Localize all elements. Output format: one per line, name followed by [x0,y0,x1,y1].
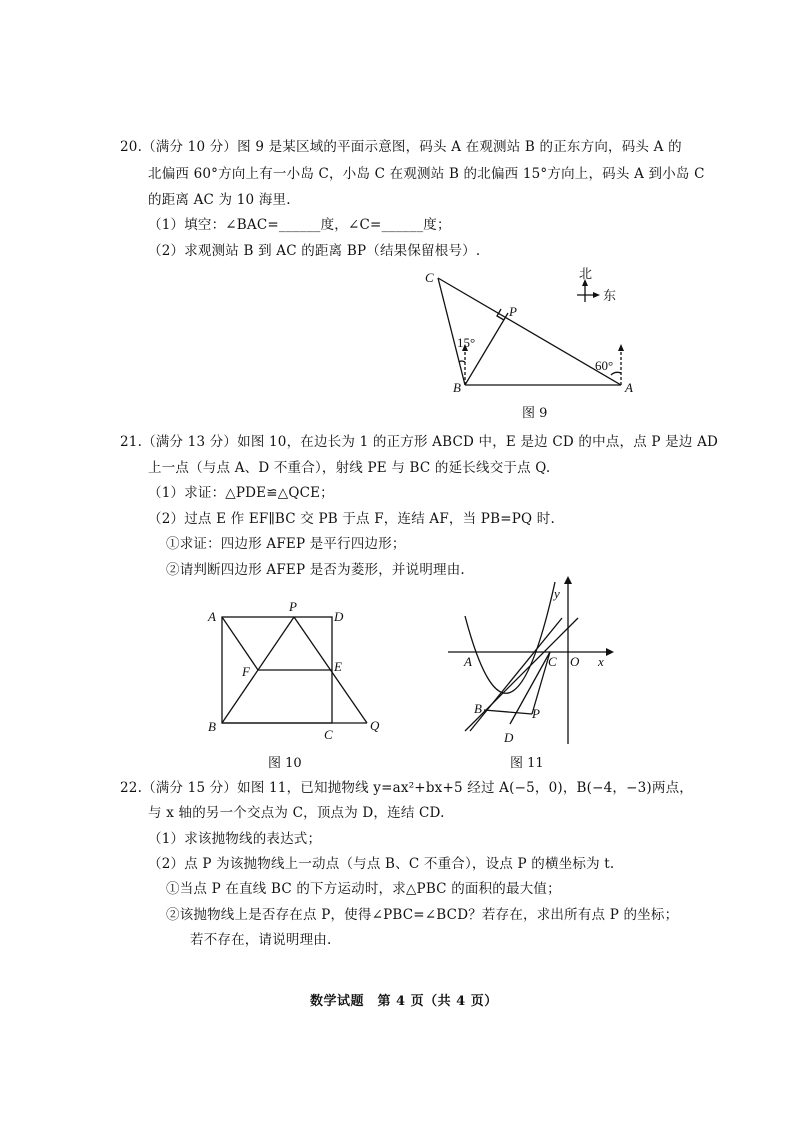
figure-11-caption: 图 11 [510,756,544,771]
figure-10-caption: 图 10 [268,756,302,771]
label-F: F [242,664,250,679]
q21-line-1: 21.（满分 13 分）如图 10，在边长为 1 的正方形 ABCD 中，E 是边 CD 的中点，点 P 是边 AD [120,434,719,450]
label-y: y [554,586,560,601]
q22-part-2b: ②该抛物线上是否存在点 P，使得∠PBC=∠BCD？若存在，求出所有点 P 的坐标； [166,907,679,923]
q22-part-2c: 若不存在，请说明理由. [190,932,332,948]
label-angle-15: 15° [457,335,476,350]
label-P: P [289,599,297,614]
q21-line-2: 上一点（与点 A、D 不重合），射线 PE 与 BC 的延长线交于点 Q. [148,460,551,476]
label-A: A [464,654,472,669]
compass-north-label: 北 [579,266,593,281]
x-axis-arrow [606,648,614,656]
label-E: E [334,659,342,674]
q20-line-1: 20.（满分 10 分）图 9 是某区域的平面示意图，码头 A 在观测站 B 的正东方向，码头 A 的 [120,139,682,155]
label-A: A [625,380,633,395]
label-D: D [504,730,514,745]
q20-line-3: 的距离 AC 为 10 海里. [148,192,291,208]
q22-part-2: （2）点 P 为该抛物线上一动点（与点 B、C 不重合），设点 P 的横坐标为 t. [148,856,615,872]
q20-line-2: 北偏西 60°方向上有一小岛 C，小岛 C 在观测站 B 的北偏西 15°方向上，码头 A 到小岛 C [148,166,705,182]
q22-part-1: （1）求该抛物线的表达式； [148,831,322,847]
label-O: O [570,654,580,669]
label-B: B [453,380,461,395]
label-C: C [324,727,333,742]
parabola [465,582,555,693]
figure-11 [440,576,620,748]
label-C: C [548,654,557,669]
page-footer: 数学试题 第 4 页（共 4 页） [310,994,498,1009]
figure-9-caption: 图 9 [522,406,548,421]
angle-arc-15 [459,361,465,362]
figure-10 [200,596,395,746]
q22-part-2a: ①当点 P 在直线 BC 的下方运动时，求△PBC 的面积的最大值； [166,881,561,897]
q20-part-2: （2）求观测站 B 到 AC 的距离 BP（结果保留根号）. [148,243,481,259]
q21-part-1: （1）求证：△PDE≌△QCE； [148,485,334,501]
segment-BP [484,710,532,714]
q20-part-1: （1）填空：∠BAC=______度，∠C=______度； [148,217,451,233]
label-P: P [532,706,540,721]
q21-part-2b: ②请判断四边形 AFEP 是否为菱形，并说明理由. [166,562,465,578]
q22-line-2: 与 x 轴的另一个交点为 C，顶点为 D，连结 CD. [148,805,445,821]
label-C: C [425,270,434,285]
label-x: x [598,654,604,669]
segment-CB [438,278,465,385]
label-B: B [208,719,216,734]
label-angle-60: 60° [595,358,614,373]
segment-AF [222,617,258,670]
arrow-north-A [618,344,624,351]
label-D: D [334,609,344,624]
label-Q: Q [370,718,380,733]
figure-9 [415,262,645,402]
q22-line-1: 22.（满分 15 分）如图 11，已知抛物线 y=ax²+bx+5 经过 A(−5，0)，B(−4，−3)两点， [120,780,693,796]
q21-part-2a: ①求证：四边形 AFEP 是平行四边形； [166,536,406,552]
label-B: B [474,701,482,716]
q21-part-2: （2）过点 E 作 EF∥BC 交 PB 于点 F，连结 AF，当 PB=PQ 时. [148,511,555,527]
compass-east-arrow [593,292,600,298]
compass-east-label: 东 [603,288,617,303]
y-axis-arrow [564,576,572,584]
label-A: A [208,609,216,624]
label-P: P [509,304,517,319]
